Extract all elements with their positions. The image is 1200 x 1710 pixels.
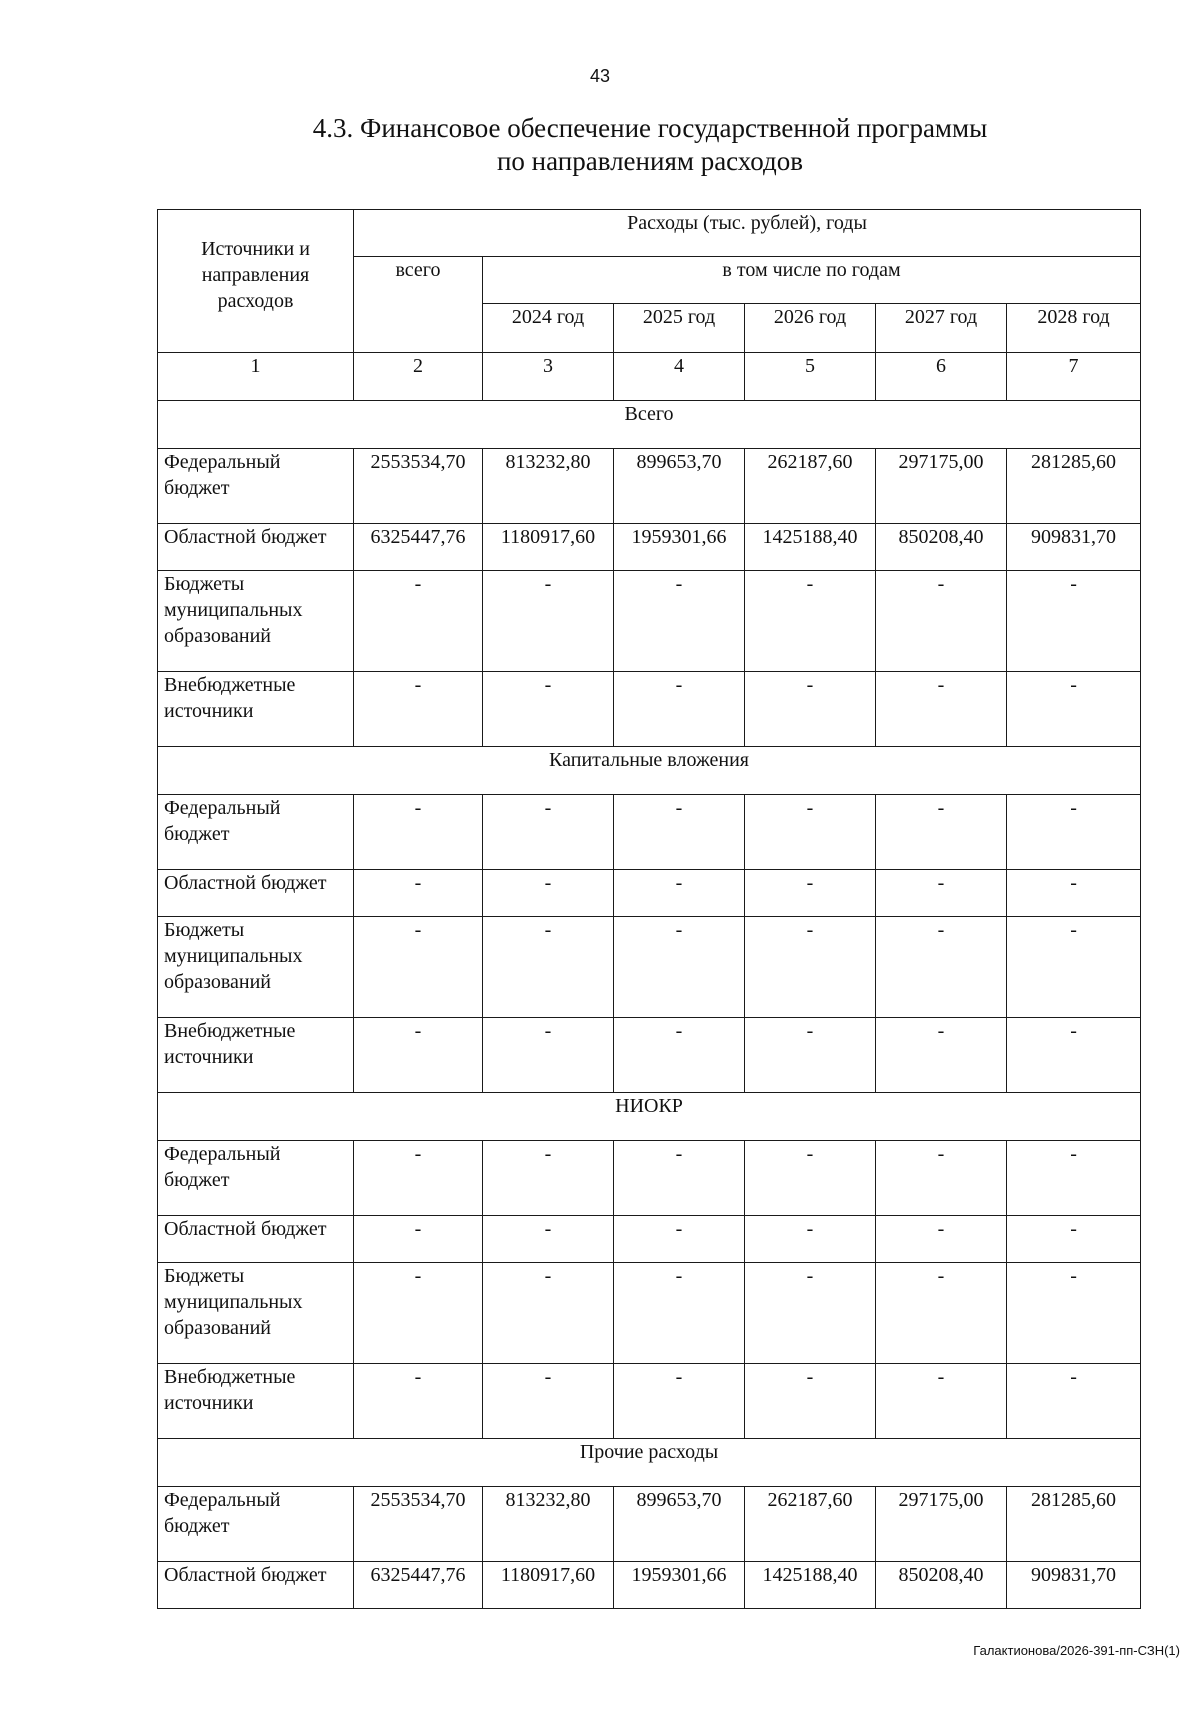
value-year: 909831,70	[1007, 1562, 1141, 1609]
table-row	[158, 449, 1141, 524]
value-year: -	[876, 917, 1007, 1018]
value-year: -	[614, 571, 745, 672]
table-row	[158, 1018, 1141, 1093]
table-row	[158, 1216, 1141, 1263]
value-year: -	[745, 1141, 876, 1216]
header-total: всего	[354, 257, 483, 353]
value-year: -	[1007, 1141, 1141, 1216]
section-title: НИОКР	[158, 1093, 1141, 1141]
value-year: 899653,70	[614, 449, 745, 524]
source-label: Федеральный бюджет	[158, 449, 354, 524]
source-label: Бюджеты муниципальных образований	[158, 571, 354, 672]
value-year: -	[1007, 870, 1141, 917]
value-year: -	[876, 571, 1007, 672]
table-row	[158, 917, 1141, 1018]
column-number: 3	[483, 353, 614, 401]
value-total: -	[354, 1216, 483, 1263]
value-year: 1959301,66	[614, 524, 745, 571]
section-title: Прочие расходы	[158, 1439, 1141, 1487]
value-year: -	[876, 1141, 1007, 1216]
value-year: -	[745, 1018, 876, 1093]
table-row	[158, 795, 1141, 870]
value-year: -	[614, 870, 745, 917]
value-year: -	[614, 1216, 745, 1263]
value-total: -	[354, 1141, 483, 1216]
value-year: -	[876, 672, 1007, 747]
value-year: -	[614, 1263, 745, 1364]
column-number: 2	[354, 353, 483, 401]
source-label: Внебюджетные источники	[158, 1364, 354, 1439]
value-year: 262187,60	[745, 449, 876, 524]
value-year: 281285,60	[1007, 1487, 1141, 1562]
value-year: 1180917,60	[483, 1562, 614, 1609]
value-total: -	[354, 870, 483, 917]
value-year: -	[1007, 1263, 1141, 1364]
value-year: 909831,70	[1007, 524, 1141, 571]
value-year: -	[876, 870, 1007, 917]
value-year: -	[745, 870, 876, 917]
value-year: -	[614, 1018, 745, 1093]
table-row	[158, 1364, 1141, 1439]
value-year: -	[1007, 571, 1141, 672]
column-number: 4	[614, 353, 745, 401]
source-label: Областной бюджет	[158, 524, 354, 571]
value-year: -	[745, 571, 876, 672]
value-year: -	[614, 1364, 745, 1439]
column-number: 7	[1007, 353, 1141, 401]
value-year: -	[876, 795, 1007, 870]
value-year: -	[483, 571, 614, 672]
value-year: -	[1007, 1018, 1141, 1093]
value-total: 2553534,70	[354, 1487, 483, 1562]
value-total: 6325447,76	[354, 524, 483, 571]
header-year: 2024 год	[483, 304, 614, 353]
source-label: Бюджеты муниципальных образований	[158, 1263, 354, 1364]
column-number: 5	[745, 353, 876, 401]
column-number: 6	[876, 353, 1007, 401]
value-year: -	[876, 1364, 1007, 1439]
header-year: 2027 год	[876, 304, 1007, 353]
section-header-row	[158, 1093, 1141, 1141]
section-title: Капитальные вложения	[158, 747, 1141, 795]
source-label: Областной бюджет	[158, 1562, 354, 1609]
value-total: -	[354, 1364, 483, 1439]
table-row	[158, 524, 1141, 571]
value-year: -	[1007, 917, 1141, 1018]
value-year: -	[483, 870, 614, 917]
value-year: -	[483, 1364, 614, 1439]
value-year: -	[483, 1216, 614, 1263]
source-label: Бюджеты муниципальных образований	[158, 917, 354, 1018]
value-year: 813232,80	[483, 449, 614, 524]
title-line-1: 4.3. Финансовое обеспечение государственной программы	[312, 113, 988, 143]
source-label: Внебюджетные источники	[158, 1018, 354, 1093]
section-header-row	[158, 401, 1141, 449]
value-year: 281285,60	[1007, 449, 1141, 524]
value-year: -	[1007, 795, 1141, 870]
value-year: -	[876, 1018, 1007, 1093]
value-total: -	[354, 571, 483, 672]
value-year: 297175,00	[876, 449, 1007, 524]
value-year: -	[483, 1018, 614, 1093]
value-year: 899653,70	[614, 1487, 745, 1562]
value-year: 813232,80	[483, 1487, 614, 1562]
value-total: -	[354, 1263, 483, 1364]
table-row	[158, 571, 1141, 672]
source-label: Областной бюджет	[158, 1216, 354, 1263]
header-sources: Источники и направления расходов	[158, 210, 354, 353]
value-year: -	[1007, 1364, 1141, 1439]
header-year: 2026 год	[745, 304, 876, 353]
table-row	[158, 1263, 1141, 1364]
value-year: -	[614, 672, 745, 747]
value-year: -	[745, 1364, 876, 1439]
value-year: -	[876, 1216, 1007, 1263]
value-total: -	[354, 672, 483, 747]
source-label: Областной бюджет	[158, 870, 354, 917]
value-year: -	[483, 672, 614, 747]
section-header-row	[158, 1439, 1141, 1487]
header-by-years: в том числе по годам	[483, 257, 1141, 304]
value-year: 1425188,40	[745, 1562, 876, 1609]
document-footer: Галактионова/2026-391-пп-СЗН(1)	[973, 1643, 1180, 1658]
column-number: 1	[158, 353, 354, 401]
table-row	[158, 1141, 1141, 1216]
page-number: 43	[589, 66, 611, 86]
value-total: -	[354, 917, 483, 1018]
value-year: -	[483, 1263, 614, 1364]
value-year: -	[745, 672, 876, 747]
value-year: -	[1007, 1216, 1141, 1263]
value-year: -	[614, 795, 745, 870]
value-year: -	[876, 1263, 1007, 1364]
source-label: Внебюджетные источники	[158, 672, 354, 747]
table-row	[158, 672, 1141, 747]
value-year: 1180917,60	[483, 524, 614, 571]
value-year: 850208,40	[876, 1562, 1007, 1609]
value-total: 6325447,76	[354, 1562, 483, 1609]
value-year: -	[614, 917, 745, 1018]
section-header-row	[158, 747, 1141, 795]
financing-table	[157, 209, 1141, 1609]
value-total: 2553534,70	[354, 449, 483, 524]
value-year: -	[483, 795, 614, 870]
value-year: -	[745, 1263, 876, 1364]
value-year: -	[1007, 672, 1141, 747]
document-title	[0, 112, 1200, 178]
value-year: 850208,40	[876, 524, 1007, 571]
table-row	[158, 870, 1141, 917]
source-label: Федеральный бюджет	[158, 1487, 354, 1562]
value-total: -	[354, 1018, 483, 1093]
table-row	[158, 1487, 1141, 1562]
value-year: 262187,60	[745, 1487, 876, 1562]
header-expenses: Расходы (тыс. рублей), годы	[354, 210, 1141, 257]
value-year: -	[483, 1141, 614, 1216]
source-label: Федеральный бюджет	[158, 795, 354, 870]
value-year: 1425188,40	[745, 524, 876, 571]
value-year: 297175,00	[876, 1487, 1007, 1562]
value-year: -	[745, 1216, 876, 1263]
header-year: 2025 год	[614, 304, 745, 353]
value-year: -	[483, 917, 614, 1018]
value-year: -	[745, 917, 876, 1018]
title-line-2: по направлениям расходов	[496, 146, 803, 176]
header-year: 2028 год	[1007, 304, 1141, 353]
value-year: -	[745, 795, 876, 870]
table-row	[158, 1562, 1141, 1609]
section-title: Всего	[158, 401, 1141, 449]
value-year: 1959301,66	[614, 1562, 745, 1609]
value-year: -	[614, 1141, 745, 1216]
value-total: -	[354, 795, 483, 870]
source-label: Федеральный бюджет	[158, 1141, 354, 1216]
